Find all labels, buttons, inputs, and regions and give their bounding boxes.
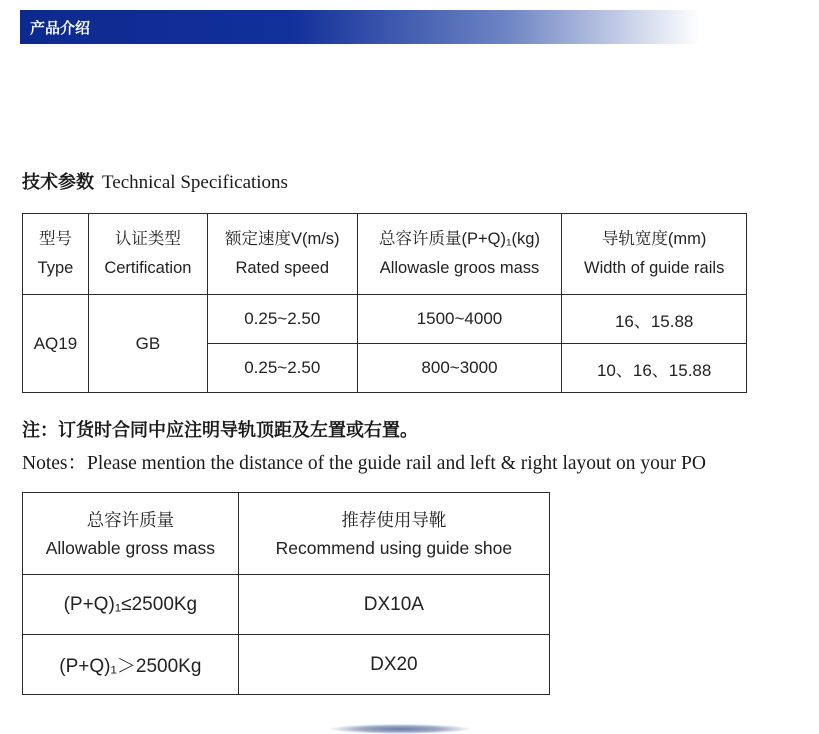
col-guide-shoe-header bbox=[238, 493, 549, 575]
note-zh: 注：订货时合同中应注明导轨顶距及左置或右置。 bbox=[22, 420, 418, 441]
guide-shoe-table bbox=[22, 492, 550, 695]
col-type-en: Type bbox=[37, 259, 74, 277]
mass-cell: 800~3000 bbox=[357, 344, 562, 393]
table-row bbox=[23, 635, 550, 695]
col-gross-mass-zh: 总容许质量 bbox=[86, 509, 175, 530]
table-row bbox=[23, 295, 747, 344]
col-speed-en: Rated speed bbox=[235, 259, 330, 277]
spec-header-row bbox=[23, 214, 747, 295]
col-type-zh: 型号 bbox=[38, 230, 72, 248]
gross-mass-cell: (P+Q)₁≤2500Kg bbox=[23, 575, 239, 635]
speed-cell: 0.25~2.50 bbox=[207, 344, 357, 393]
col-gross-mass-en: Allowable gross mass bbox=[45, 537, 215, 558]
bottom-decoration bbox=[330, 724, 470, 734]
model-cell: AQ19 bbox=[23, 295, 89, 393]
col-rail-en: Width of guide rails bbox=[584, 259, 725, 277]
rail-width-cell: 16、15.88 bbox=[562, 295, 747, 344]
col-mass-zh: 总容许质量(P+Q)₁(kg) bbox=[379, 230, 540, 248]
col-guide-shoe-en: Recommend using guide shoe bbox=[275, 537, 513, 558]
col-guide-shoe-zh: 推荐使用导靴 bbox=[341, 509, 447, 530]
certification-cell: GB bbox=[88, 295, 207, 393]
col-mass-en: Allowasle groos mass bbox=[379, 259, 540, 277]
header-title: 产品介绍 bbox=[30, 19, 91, 37]
spec-heading-zh: 技术参数 bbox=[22, 172, 94, 193]
col-mass-header bbox=[357, 214, 562, 295]
col-cert-en: Certification bbox=[104, 259, 192, 277]
spec-table bbox=[22, 213, 747, 393]
table-row bbox=[23, 575, 550, 635]
spec-heading-en: Technical Specifications bbox=[102, 172, 288, 193]
shoe-header-row bbox=[23, 493, 550, 575]
col-rail-header bbox=[562, 214, 747, 295]
col-type-header bbox=[23, 214, 89, 295]
note-en: Notes：Please mention the distance of the guide rail and left & right layout on your PO bbox=[22, 453, 706, 474]
col-cert-zh: 认证类型 bbox=[114, 230, 181, 248]
col-rail-zh: 导轨宽度(mm) bbox=[601, 230, 707, 248]
header-bar bbox=[20, 10, 700, 44]
guide-shoe-cell: DX10A bbox=[238, 575, 549, 635]
col-speed-header bbox=[207, 214, 357, 295]
guide-shoe-cell: DX20 bbox=[238, 635, 549, 695]
spec-heading bbox=[22, 168, 288, 194]
speed-cell: 0.25~2.50 bbox=[207, 295, 357, 344]
col-gross-mass-header bbox=[23, 493, 239, 575]
gross-mass-cell: (P+Q)₁＞2500Kg bbox=[23, 635, 239, 695]
rail-width-cell: 10、16、15.88 bbox=[562, 344, 747, 393]
col-speed-zh: 额定速度V(m/s) bbox=[224, 230, 340, 248]
mass-cell: 1500~4000 bbox=[357, 295, 562, 344]
col-cert-header bbox=[88, 214, 207, 295]
